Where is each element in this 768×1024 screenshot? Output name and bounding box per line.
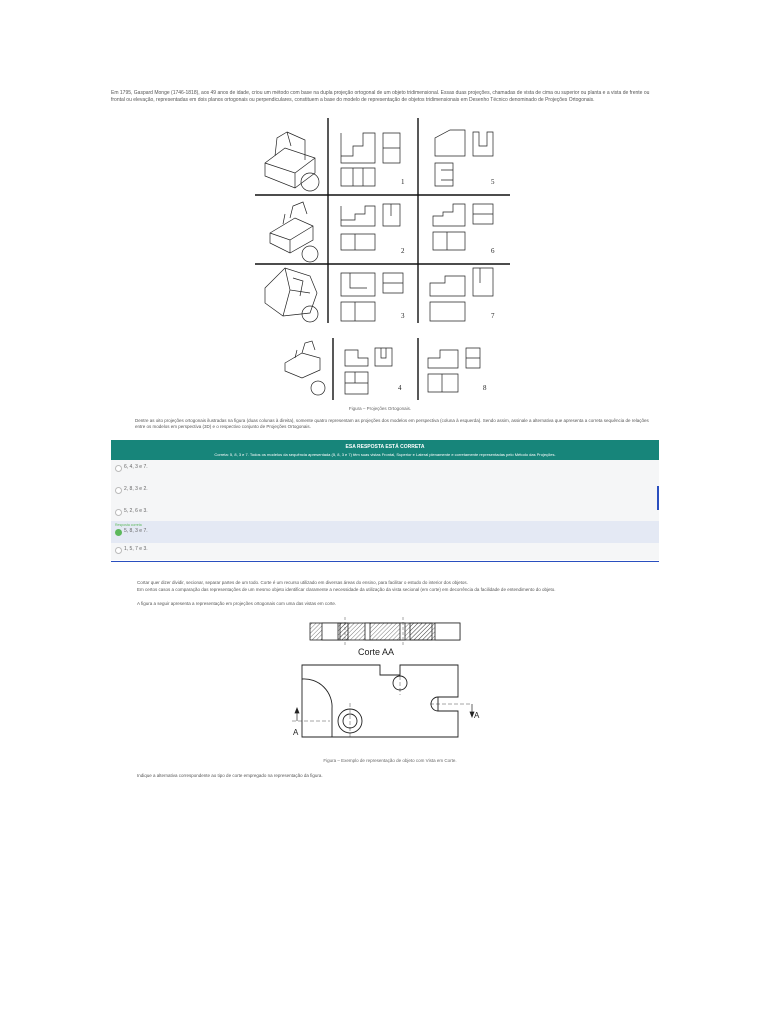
section-marker-right: A <box>474 711 480 720</box>
figure1-caption: Figura – Projeções Ortogonais. <box>348 406 412 411</box>
option-a[interactable] <box>111 460 659 482</box>
fig-num-6: 6 <box>491 247 495 255</box>
radio-option-a[interactable] <box>115 465 122 472</box>
question2-prompt: Indique a alternativa correspondente ao tipo de corte empregado na representação da figura. <box>137 773 323 778</box>
question2-intro-3: A figura a seguir apresenta a representação em projeções ortogonais com uma das vistas em corte. <box>137 601 337 606</box>
section-marker-left: A <box>293 728 299 737</box>
option-d-label: 5, 8, 3 e 7. <box>124 528 148 534</box>
radio-option-c[interactable] <box>115 509 122 516</box>
question2-intro-1: Cortar quer dizer dividir, secionar, separar partes de um todo. Corte é um recurso utilizado em diversas áreas do ensino, para facilitar o estudo do interior dos objetos. <box>137 580 468 585</box>
projections-figure-row4 <box>280 338 510 403</box>
correct-answer-label: Resposta correta <box>115 523 142 527</box>
feedback-text: Correta: 5, 8, 3 e 7. Todos os modelos da sequência apresentada (5, 8, 3 e 7) têm suas vistas Frontal, Superior e Lateral plenamente e corretamente representadas pelo Método das Projeções. <box>214 452 556 457</box>
fig-num-7: 7 <box>491 312 495 320</box>
option-d[interactable] <box>111 521 659 543</box>
corte-aa-label: Corte AA <box>358 647 395 657</box>
option-b-label: 2, 8, 3 e 2. <box>124 486 148 492</box>
option-a-label: 6, 4, 3 e 7. <box>124 464 148 470</box>
feedback-banner <box>111 440 659 460</box>
fig-num-4: 4 <box>398 384 402 392</box>
question2-intro-2: Em certos casos a comparação das representações de um mesmo objeto identificar claramente a necessidade da utilização da vista secional (em corte) em decorrência da facilidade de entendimento do objeto. <box>137 587 556 592</box>
question1-prompt: Dentre as oito projeções ortogonais ilustradas na figura (duas colunas à direita), somente quatro representam as projeções dos modelos em perspectiva (coluna à esquerda). Sendo assim, assinale a alternativa que apresenta a correta sequência de relações entre os modelos em perspectiva (3D) e o respectivo conjunto de Projeções Ortogonais. <box>135 418 649 429</box>
fig-num-5: 5 <box>491 178 495 186</box>
fig-num-8: 8 <box>483 384 487 392</box>
radio-option-b[interactable] <box>115 487 122 494</box>
fig-num-3: 3 <box>401 312 405 320</box>
radio-option-d[interactable] <box>115 529 122 536</box>
section-view-figure <box>290 615 490 745</box>
option-e-label: 1, 5, 7 e 3. <box>124 546 148 552</box>
fig-num-2: 2 <box>401 247 405 255</box>
radio-option-e[interactable] <box>115 547 122 554</box>
figure2-caption: Figura – Exemplo de representação de objeto com Vista em Corte. <box>323 758 457 763</box>
feedback-title: ESA RESPOSTA ESTÁ CORRETA <box>345 444 425 450</box>
option-b[interactable] <box>111 482 659 504</box>
fig-num-1: 1 <box>401 178 405 186</box>
projections-figure <box>255 118 515 333</box>
options-bottom-border <box>111 561 659 562</box>
question1-intro: Em 1795, Gaspard Monge (1746-1818), aos 49 anos de idade, criou um método com base na dupla projeção ortogonal de um objeto tridimensional. Essas duas projeções, chamadas de vista de cima ou superior ou planta e a vista de frente ou frontal ou elevação, representadas em dois planos ortogonais ou perpendiculares, constituem a base do modelo de representação de objetos tridimensionais em Desenho Técnico denominado de Projeções Ortogonais. <box>111 90 650 103</box>
option-c-label: 5, 2, 6 e 3. <box>124 508 148 514</box>
